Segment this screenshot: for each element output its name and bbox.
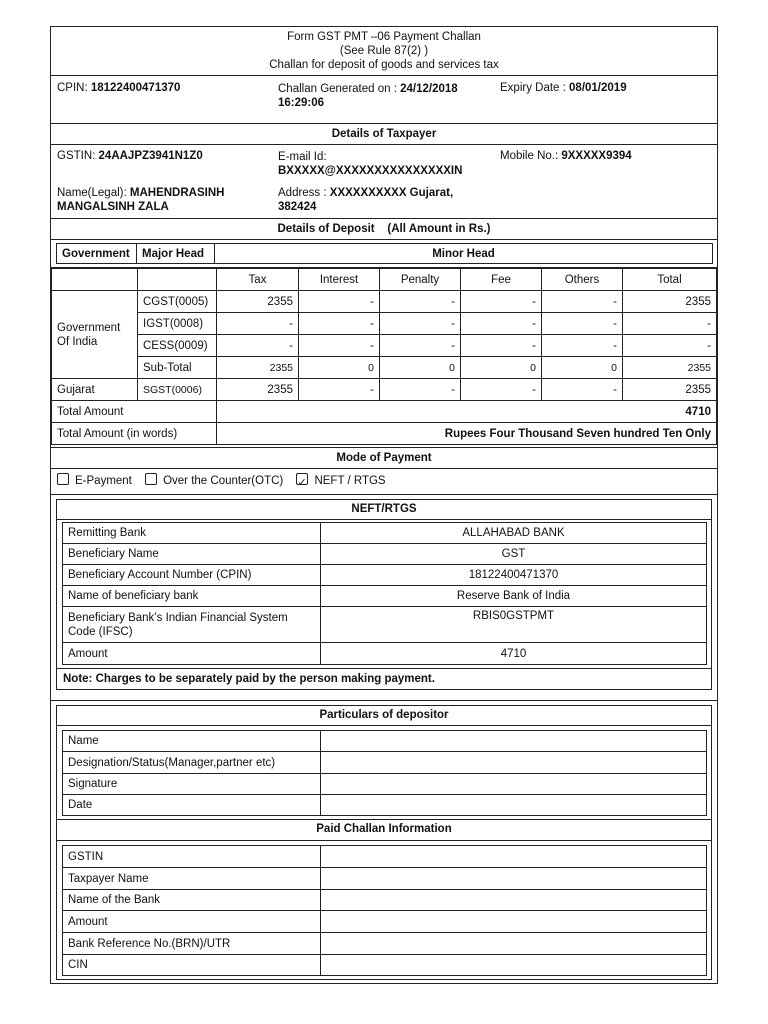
table-row: GSTIN [63,846,707,868]
email-value: BXXXXX@XXXXXXXXXXXXXXXIN [278,165,463,177]
table-row: Name [63,731,707,752]
table-row: Amount [63,911,707,933]
table-row: Signature [63,774,707,795]
col-header-fee: Fee [461,269,542,291]
address-field: Address : XXXXXXXXXX Gujarat, 382424 [278,187,454,213]
row-head: CESS(0009) [138,335,217,357]
paid-heading: Paid Challan Information [57,819,711,841]
neft-box [56,499,712,690]
table-row: Beneficiary Name GST [63,544,707,565]
expiry-field: Expiry Date : 08/01/2019 [500,82,627,94]
cpin-row [51,76,717,124]
row-head: SGST(0006) [138,379,217,401]
deposit-heading: Details of Deposit (All Amount in Rs.) [51,219,717,240]
depositor-section [51,701,717,983]
expiry-value: 08/01/2019 [569,82,627,94]
depositor-name-field [321,731,707,752]
table-row: IGST(0008) - - - - - - [52,313,717,335]
depositor-box [56,705,712,980]
form-rule: (See Rule 87(2) ) [339,45,429,57]
neft-table [62,522,707,665]
government-header: Government [57,244,137,264]
col-header-penalty: Penalty [380,269,461,291]
neft-section [51,495,717,701]
mode-options [51,469,717,495]
state-label: Gujarat [52,379,138,401]
col-header-total: Total [623,269,717,291]
generated-time: 16:29:06 [278,97,325,109]
checkbox-icon[interactable] [57,473,69,485]
mobile-value: 9XXXXX9394 [561,150,632,162]
col-header-interest: Interest [299,269,380,291]
mobile-field: Mobile No.: 9XXXXX9394 [500,150,632,162]
table-row: Gujarat SGST(0006) 2355 - - - - 2355 [52,379,717,401]
table-row: Taxpayer Name [63,868,707,890]
gstin-field: GSTIN: 24AAJPZ3941N1Z0 [57,150,203,162]
table-row: Remitting Bank ALLAHABAD BANK [63,523,707,544]
address-line1: XXXXXXXXXX Gujarat, [329,187,454,199]
depositor-designation-field [321,752,707,774]
table-row: Sub-Total 2355 0 0 0 0 2355 [52,357,717,379]
form-title-block [51,27,717,76]
deposit-table-wrap [51,268,717,448]
checkbox-icon[interactable] [145,473,157,485]
form-subtitle: Challan for deposit of goods and services tax [269,59,499,71]
col-header-others: Others [542,269,623,291]
table-row: Bank Reference No.(BRN)/UTR [63,933,707,955]
head-row [51,240,717,268]
generated-date: 24/12/2018 [400,83,458,95]
table-row: Beneficiary Account Number (CPIN) 18122400471370 [63,565,707,586]
words-label: Total Amount (in words) [52,423,217,445]
table-row: Beneficiary Bank’s Indian Financial System Code (IFSC) RBIS0GSTPMT [63,607,707,643]
legal-name-line1: MAHENDRASINH [129,187,225,199]
depositor-table [62,730,707,816]
mode-option-epayment[interactable]: E-Payment [57,475,132,487]
taxpayer-details [51,145,717,219]
cpin-field: CPIN: 18122400471370 [57,82,181,94]
neft-heading: NEFT/RTGS [57,500,711,520]
legal-name-line2: MANGALSINH ZALA [57,201,169,213]
form-title: Form GST PMT –06 Payment Challan [287,31,481,43]
head-table [56,243,713,264]
words-row [52,423,717,445]
table-row: Name of beneficiary bank Reserve Bank of India [63,586,707,607]
legal-name-field: Name(Legal): MAHENDRASINH MANGALSINH ZALA [57,187,225,213]
email-field: E-mail Id: BXXXXX@XXXXXXXXXXXXXXXIN [278,151,463,177]
depositor-signature-field [321,774,707,795]
table-row: Amount 4710 [63,643,707,665]
cpin-value: 18122400471370 [90,82,181,94]
generated-field: Challan Generated on : 24/12/2018 16:29:06 [278,83,458,109]
challan-form [50,26,718,984]
gstin-value: 24AAJPZ3941N1Z0 [98,150,203,162]
taxpayer-heading: Details of Taxpayer [51,124,717,145]
row-head: Sub-Total [138,357,217,379]
table-row: Name of the Bank [63,890,707,911]
checked-checkbox-icon[interactable] [296,473,308,485]
row-head: CGST(0005) [138,291,217,313]
table-row: Designation/Status(Manager,partner etc) [63,752,707,774]
mode-option-otc[interactable]: Over the Counter(OTC) [145,475,283,487]
table-row: Date [63,795,707,816]
total-label: Total Amount [52,401,217,423]
words-value: Rupees Four Thousand Seven hundred Ten Only [217,423,717,445]
major-head-header: Major Head [137,244,215,264]
mode-heading: Mode of Payment [51,448,717,469]
depositor-date-field [321,795,707,816]
total-row [52,401,717,423]
table-row: Government Of India CGST(0005) 2355 - - - - 2355 [52,291,717,313]
row-head: IGST(0008) [138,313,217,335]
total-value: 4710 [217,401,717,423]
depositor-heading: Particulars of depositor [57,706,711,726]
paid-table [62,845,707,976]
minor-head-header: Minor Head [215,244,713,264]
address-line2: 382424 [278,201,317,213]
table-row: CESS(0009) - - - - - - [52,335,717,357]
charges-note: Note: Charges to be separately paid by the person making payment. [57,668,711,689]
goi-label: Government Of India [52,291,138,379]
mode-option-neft[interactable]: ✓ NEFT / RTGS [296,475,385,487]
table-row: CIN [63,955,707,976]
col-header-tax: Tax [217,269,299,291]
deposit-table [51,268,717,445]
